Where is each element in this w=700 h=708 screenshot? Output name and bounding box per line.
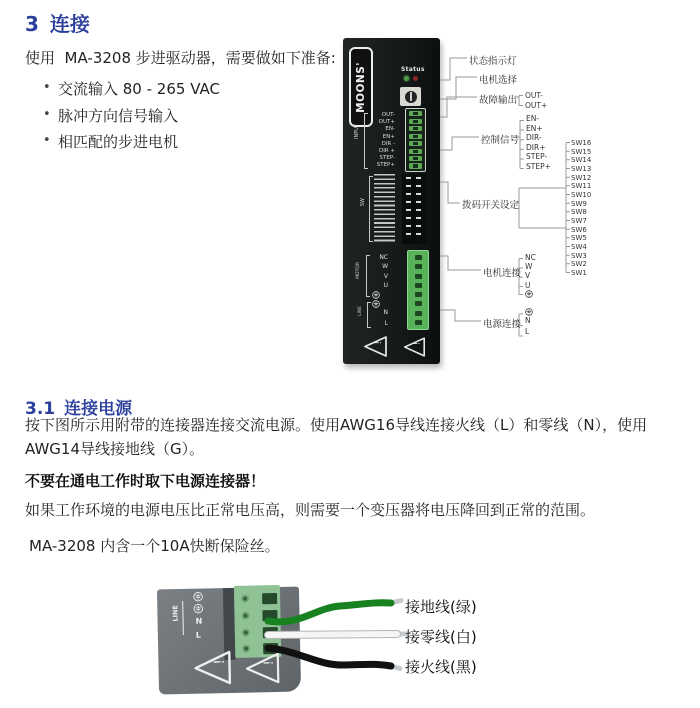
pin-label: DIR+ <box>526 142 546 152</box>
pin-label: U <box>525 280 531 290</box>
pin-label: OUT+ <box>525 100 548 110</box>
pin-label: N <box>195 616 203 626</box>
pin-label: SW15 <box>571 147 592 156</box>
section31-paragraph-2: 如果工作环境的电源电压比正常电压高，则需要一个变压器将电压降回到正常的范围。 <box>25 501 596 519</box>
pin-label: N <box>525 316 531 325</box>
callout-motor-connect: 电机连接 <box>483 268 522 279</box>
pin-label: W <box>525 262 533 272</box>
section31-paragraph-1: 按下图所示用附带的连接器连接交流电源。使用AWG16导线连接火线（L）和零线（N），使用AWG14导线接地线（G）。 <box>25 416 648 458</box>
svg-text:!: ! <box>374 340 384 345</box>
panel-pin: EN+ <box>382 133 395 140</box>
line-bracket-label: LINE <box>358 306 363 317</box>
section31-heading-text: 连接电源 <box>64 399 133 419</box>
ground-wire <box>268 603 391 622</box>
panel-pin: U <box>383 282 388 290</box>
pin-label: SW12 <box>571 173 592 182</box>
panel-pin: V <box>383 272 388 280</box>
pin-label: SW11 <box>571 182 592 191</box>
panel-pin: N <box>383 309 388 316</box>
wires-graphic <box>150 580 560 708</box>
callout-fault-output: 故障输出 <box>479 95 518 106</box>
panel-pin: W <box>382 263 388 271</box>
pin-label: SW6 <box>571 225 587 234</box>
pin-label: SW5 <box>571 234 587 243</box>
svg-text:!: ! <box>411 341 422 346</box>
panel-pin: NC <box>379 254 388 261</box>
pin-label: SW4 <box>571 243 587 252</box>
pin-label: SW7 <box>571 217 587 226</box>
bullet-dot: • <box>43 133 51 148</box>
panel-pin: L <box>384 319 388 327</box>
neutral-wire <box>268 634 397 635</box>
callout-power-connect: 电源连接 <box>483 319 522 330</box>
ground-icon <box>525 290 536 298</box>
pin-label: STEP- <box>526 152 548 162</box>
panel-pin: STEP- <box>379 155 395 162</box>
panel-pin: STEP+ <box>376 162 395 169</box>
section31-warning: 不要在通电工作时取下电源连接器！ <box>25 472 266 490</box>
pin-label: V <box>525 271 531 281</box>
section31-heading-number: 3.1 <box>25 399 56 419</box>
live-wire-label: 接火线(黑) <box>405 658 477 676</box>
sw-pin-list <box>571 139 591 278</box>
panel-pin: DIR + <box>378 148 395 155</box>
callout-motor-select: 电机选择 <box>479 75 518 86</box>
line-bracket-label: LINE <box>171 605 180 622</box>
pin-label: EN+ <box>526 123 543 133</box>
moons-logo-text: MOONS' <box>355 61 367 113</box>
svg-text:!: ! <box>211 658 229 665</box>
pin-label: SW13 <box>571 165 592 174</box>
pin-label: SW2 <box>571 260 587 269</box>
bullet-dot: • <box>43 107 51 122</box>
section31-paragraph-3: MA-3208 内含一个10A快断保险丝。 <box>29 537 280 555</box>
live-wire <box>268 648 391 666</box>
pin-label: L <box>525 326 530 336</box>
motor-bracket-label: MOTOR <box>356 262 361 279</box>
callout-dip-switch: 拨码开关设定 <box>462 200 520 211</box>
pin-label: DIR- <box>526 133 542 143</box>
fault-pin-list <box>525 91 547 110</box>
pin-label: STEP+ <box>526 161 551 171</box>
pin-label: SW16 <box>571 139 592 147</box>
panel-pin: OUT+ <box>378 119 395 126</box>
pin-label: SW14 <box>571 156 592 165</box>
pin-label: SW1 <box>571 269 587 278</box>
pin-label: SW10 <box>571 191 592 200</box>
bullet-dot: • <box>43 80 51 95</box>
bullet-text: 脉冲方向信号输入 <box>58 107 179 125</box>
callout-control-signal: 控制信号 <box>481 135 520 146</box>
pin-label: SW8 <box>571 208 587 217</box>
status-label: Status <box>401 66 425 73</box>
section3-heading-text: 连接 <box>49 12 90 36</box>
panel-pin: DIR - <box>381 140 395 147</box>
sw-bracket-label: SW <box>360 198 366 207</box>
neutral-wire-label: 接零线(白) <box>405 628 477 646</box>
bullet-text: 相匹配的步进电机 <box>58 133 179 151</box>
section3-intro: 使用 MA-3208 步进驱动器，需要做如下准备: <box>25 49 336 67</box>
ground-icon <box>525 308 533 316</box>
power-pin-list <box>525 308 533 338</box>
control-pin-list <box>526 114 551 172</box>
motor-pin-list <box>525 253 536 298</box>
pin-label: NC <box>525 253 536 262</box>
pin-label: OUT- <box>525 91 543 100</box>
panel-pin: OUT- <box>381 112 395 118</box>
ground-wire-label: 接地线(绿) <box>405 598 477 616</box>
svg-text:!: ! <box>261 660 277 666</box>
pin-label: L <box>195 630 202 640</box>
callout-status-led: 状态指示灯 <box>469 56 517 67</box>
section3-heading-number: 3 <box>25 12 39 36</box>
bullet-text: 交流输入 80 - 265 VAC <box>58 80 220 98</box>
input-bracket-label: INPUT <box>354 124 360 139</box>
pin-label: SW9 <box>571 199 587 208</box>
pin-label: SW3 <box>571 251 587 260</box>
pin-label: EN- <box>526 114 540 123</box>
panel-pin: EN- <box>385 126 395 133</box>
